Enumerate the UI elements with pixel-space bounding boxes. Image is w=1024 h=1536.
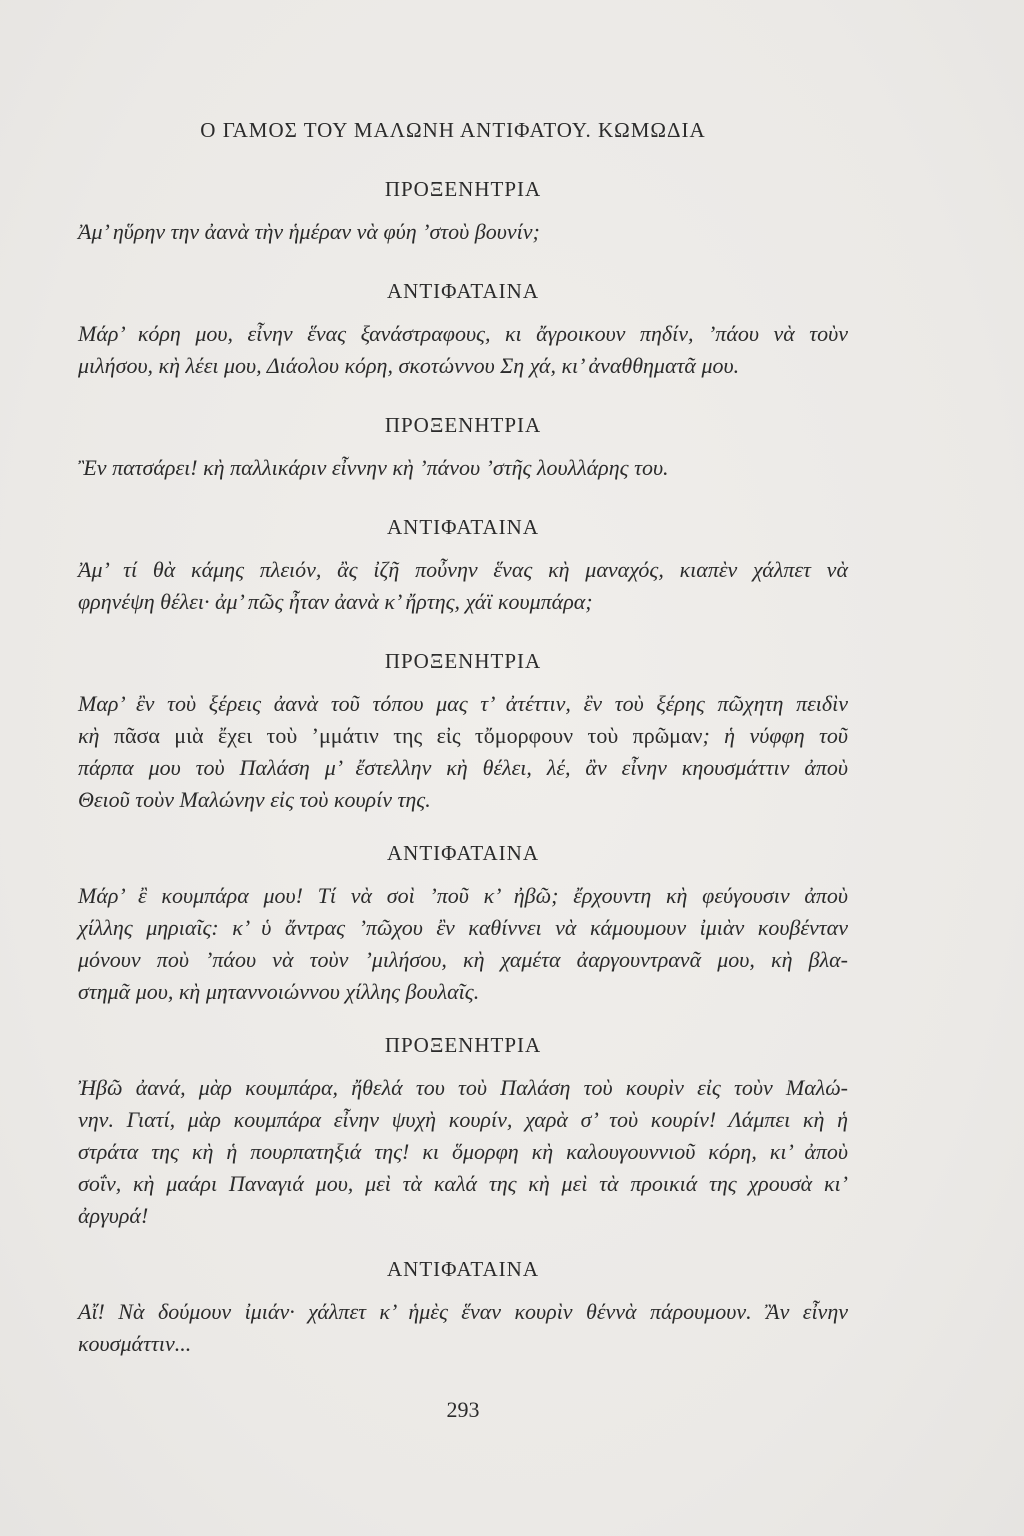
- speech-block: [78, 173, 848, 248]
- speaker-name: ΠΡΟΞΕΝΗΤΡΙΑ: [384, 177, 542, 201]
- running-title: Ο ΓΑΜΟΣ ΤΟΥ ΜΑΛΩΝΗ ΑΝΤΙΦΑΤΟΥ. ΚΩΜΩΔΙΑ: [200, 118, 706, 142]
- speech-line: Ἀμ’ τί θὰ κάμης πλειόν, ἂς ἰζῆ ποὖνην ἕνας κὴ μαναχός, κιαπὲν χάλπετ νὰ: [78, 557, 848, 582]
- line-segment: ; ἡ νύφφη τοῦ: [702, 723, 848, 748]
- speech-line: χίλλης μηριαῖς: κ’ ὑ ἄντρας ’πῶχου ἒν καθίννει νὰ κάμουμουν ἰμιὰν κουβένταν: [78, 915, 848, 940]
- page-number: 293: [446, 1397, 480, 1422]
- speech-block: [78, 837, 848, 1008]
- line-segment: κὴ: [78, 723, 114, 748]
- speaker-name: ΑΝΤΙΦΑΤΑΙΝΑ: [387, 841, 539, 865]
- line-segment: πᾶσα μιὰ ἔχει τοὺ ’μμάτιν της εἰς τὄμορφουν τοὺ πρῶμαν: [113, 723, 703, 748]
- speech-line: μόνουν ποὺ ’πάου νὰ τοὺν ’μιλήσου, κὴ χαμέτα ἀαργουντρανᾶ μου, κὴ βλα-: [78, 947, 848, 972]
- speech-block: [78, 275, 848, 382]
- speech-block: [78, 645, 848, 816]
- speech-line: Ἒν πατσάρει! κὴ παλλικάριν εἶννην κὴ ’πάνου ’στῆς λουλλάρης του.: [78, 455, 669, 480]
- speaker-name: ΠΡΟΞΕΝΗΤΡΙΑ: [384, 1033, 542, 1057]
- speech-line: στράτα της κὴ ἡ πουρπατηξιά της! κι ὅμορφη κὴ καλουγουννιοῦ κόρη, κι’ ἀποὺ: [78, 1139, 848, 1164]
- speaker-name: ΠΡΟΞΕΝΗΤΡΙΑ: [384, 413, 542, 437]
- speech-line: σοΐν, κὴ μαάρι Παναγιά μου, μεὶ τὰ καλά της κὴ μεὶ τὰ προικιά της χρουσὰ κι’: [78, 1171, 848, 1196]
- speaker-name: ΑΝΤΙΦΑΤΑΙΝΑ: [387, 1257, 539, 1281]
- speech-line: φρηνέψη θέλει· ἀμ’ πῶς ἦταν ἀανὰ κ’ ἤρτης, χάϊ κουμπάρα;: [78, 589, 593, 614]
- speech-line: Μαρ’ ἒν τοὺ ξέρεις ἀανὰ τοῦ τόπου μας τ’ ἀτέττιν, ἒν τοὺ ξέρης πῶχητη πειδὶν: [78, 691, 848, 716]
- speech-block: [78, 511, 848, 618]
- dialogue: [78, 173, 848, 1360]
- text-block: [78, 114, 848, 1426]
- speech-block: [78, 1029, 848, 1232]
- speech-line: πάρπα μου τοὺ Παλάση μ’ ἔστελλην κὴ θέλει, λέ, ἂν εἶνην κηουσμάττιν ἀποὺ: [78, 755, 848, 780]
- speech-line: νην. Γιατί, μὰρ κουμπάρα εἶνην ψυχὴ κουρίν, χαρὰ σ’ τοὺ κουρίν! Λάμπει κὴ ἡ: [78, 1107, 848, 1132]
- speech-line: Ἀμ’ ηὕρην την ἀανὰ τὴν ἡμέραν νὰ φύη ’στοὺ βουνίν;: [78, 219, 540, 244]
- speaker-name: ΠΡΟΞΕΝΗΤΡΙΑ: [384, 649, 542, 673]
- speech-line: Μάρ’ κόρη μου, εἶνην ἕνας ξανάστραφους, κι ἄγροικουν πηδίν, ’πάου νὰ τοὺν: [78, 321, 848, 346]
- speech-line: στημᾶ μου, κὴ μηταννοιώννου χίλλης βουλαῖς.: [78, 979, 480, 1004]
- speech-line: Θειοῦ τοὺν Μαλώνην εἰς τοὺ κουρίν της.: [78, 787, 431, 812]
- speech-block: [78, 409, 848, 484]
- speech-line: Αἴ! Νὰ δούμουν ἰμιάν· χάλπετ κ’ ἡμὲς ἕναν κουρὶν θέννὰ πάρουμουν. Ἂν εἶνην: [78, 1299, 848, 1324]
- speaker-name: ΑΝΤΙΦΑΤΑΙΝΑ: [387, 515, 539, 539]
- speech-line: ἀργυρά!: [78, 1203, 149, 1228]
- speaker-name: ΑΝΤΙΦΑΤΑΙΝΑ: [387, 279, 539, 303]
- speech-line: Μάρ’ ἒ κουμπάρα μου! Τί νὰ σοὶ ’ποῦ κ’ ἠβῶ; ἔρχουντη κὴ φεύγουσιν ἀποὺ: [78, 883, 848, 908]
- speech-line: μιλήσου, κὴ λέει μου, Διάολου κόρη, σκοτώννου Ση χά, κι’ ἀναθθηματᾶ μου.: [78, 353, 740, 378]
- speech-line: Ἠβῶ ἀανά, μὰρ κουμπάρα, ἤθελά του τοὺ Παλάση τοὺ κουρὶν εἰς τοὺν Μαλώ-: [78, 1075, 848, 1100]
- speech-block: [78, 1253, 848, 1360]
- speech-line: [78, 720, 848, 752]
- speech-line: κουσμάττιν...: [78, 1331, 192, 1356]
